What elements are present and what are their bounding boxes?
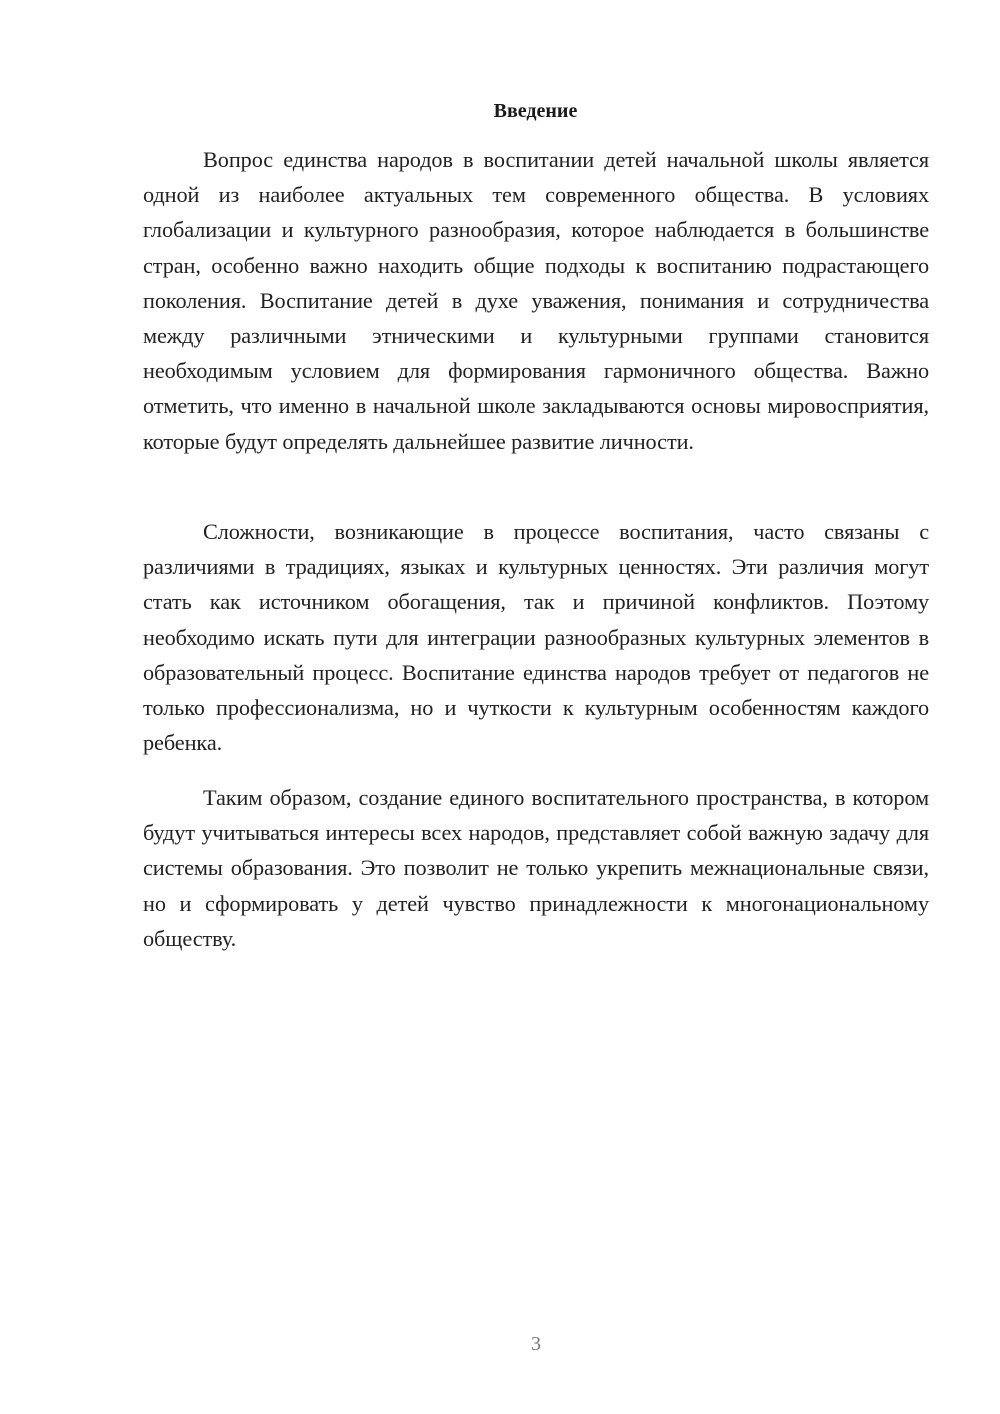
paragraph-3: Таким образом, создание единого воспитательного пространства, в котором будут учитываться интересы всех народов, представляет собой важную задачу для системы образования. Это позволит не только укрепить межнациональные связи, но и сформировать у детей чувство принадлежности к многонациональному обществу.: [143, 785, 929, 951]
paragraph-1: Вопрос единства народов в воспитании детей начальной школы является одной из наиболее актуальных тем современного общества. В условиях глобализации и культурного разнообразия, которое наблюдается в большинстве стран, особенно важно находить общие подходы к воспитанию подрастающего поколения. Воспитание детей в духе уважения, понимания и сотрудничества между различными этническими и культурными группами становится необходимым условием для формирования гармоничного общества. Важно отметить, что именно в начальной школе закладываются основы мировосприятия, которые будут определять дальнейшее развитие личности.: [143, 147, 929, 454]
page-number: 3: [531, 1333, 541, 1355]
paragraph-2: Сложности, возникающие в процессе воспитания, часто связаны с различиями в традициях, языках и культурных ценностях. Эти различия могут стать как источником обогащения, так и причиной конфликтов. Поэтому необходимо искать пути для интеграции разнообразных культурных элементов в образовательный процесс. Воспитание единства народов требует от педагогов не только профессионализма, но и чуткости к культурным особенностям каждого ребенка.: [143, 519, 929, 756]
section-title: Введение: [493, 100, 578, 122]
